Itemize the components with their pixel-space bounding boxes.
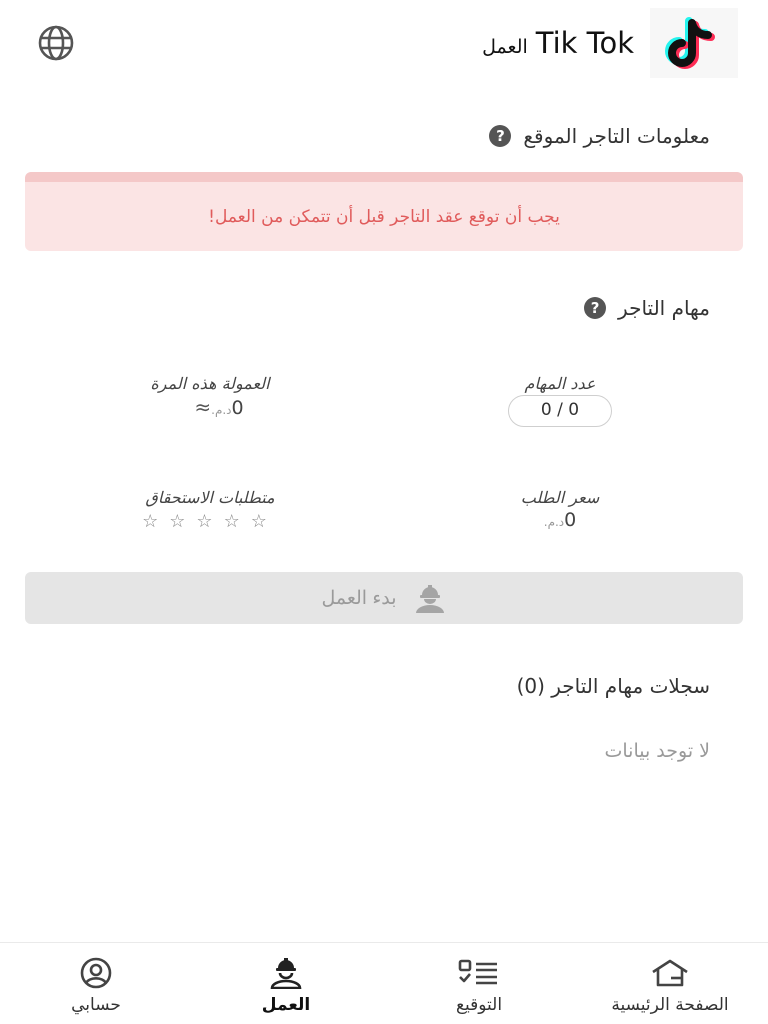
question-icon[interactable]: ? [584,297,606,319]
nav-signing-label: التوقيع [455,995,503,1015]
start-work-button[interactable] [25,572,743,624]
records-title [517,674,710,698]
order-price-stat [490,488,630,531]
commission-currency: د.م. [211,403,232,417]
merchant-tasks-title [584,296,710,320]
brand-subtitle: العمل [482,36,528,58]
nav-home-label: الصفحة الرئيسية [611,995,729,1015]
commission-value: 0 [231,397,244,419]
app-header [0,0,768,90]
requirements-stars: ☆☆☆☆☆ [142,511,278,532]
user-circle-icon [46,957,146,989]
nav-signing[interactable] [426,957,532,1015]
nav-account[interactable] [46,957,146,1015]
brand-title [482,26,634,60]
order-price-currency: د.م. [543,515,565,529]
nav-work-label: العمل [261,995,311,1015]
approx-symbol: ≈ [194,395,212,419]
requirements-stat [100,488,320,532]
commission-stat [100,374,320,419]
order-price-label: سعر الطلب [520,488,600,507]
merchant-info-title [489,124,710,148]
bottom-nav [0,942,768,1024]
merchant-tasks-label: مهام التاجر [618,296,710,320]
worker-icon [413,583,447,613]
globe-icon[interactable] [36,25,76,61]
contract-alert [25,172,743,251]
brand [482,8,738,78]
alert-text: يجب أن توقع عقد التاجر قبل أن تتمكن من العمل! [208,206,560,227]
commission-value-row [100,395,320,419]
worker-icon [236,957,336,989]
task-count-stat [490,374,630,427]
order-price-value: 0 [564,509,577,531]
order-price-value-row [490,509,630,531]
nav-home[interactable] [572,957,768,1015]
empty-state: لا توجد بيانات [604,740,710,762]
home-icon [572,957,768,989]
brand-name: Tik Tok [535,26,634,60]
task-count-label: عدد المهام [524,374,596,393]
start-work-label: بدء العمل [321,587,397,609]
records-label: سجلات مهام التاجر (0) [516,674,710,698]
requirements-label: متطلبات الاستحقاق [145,488,275,507]
nav-account-label: حسابي [71,995,121,1015]
commission-label: العمولة هذه المرة [150,374,270,393]
nav-work[interactable] [236,957,336,1015]
task-count-value: 0 / 0 [508,395,612,427]
question-icon[interactable]: ? [489,125,511,147]
merchant-info-label: معلومات التاجر الموقع [523,124,710,148]
checklist-icon [426,957,532,989]
tiktok-logo-icon [650,8,738,78]
